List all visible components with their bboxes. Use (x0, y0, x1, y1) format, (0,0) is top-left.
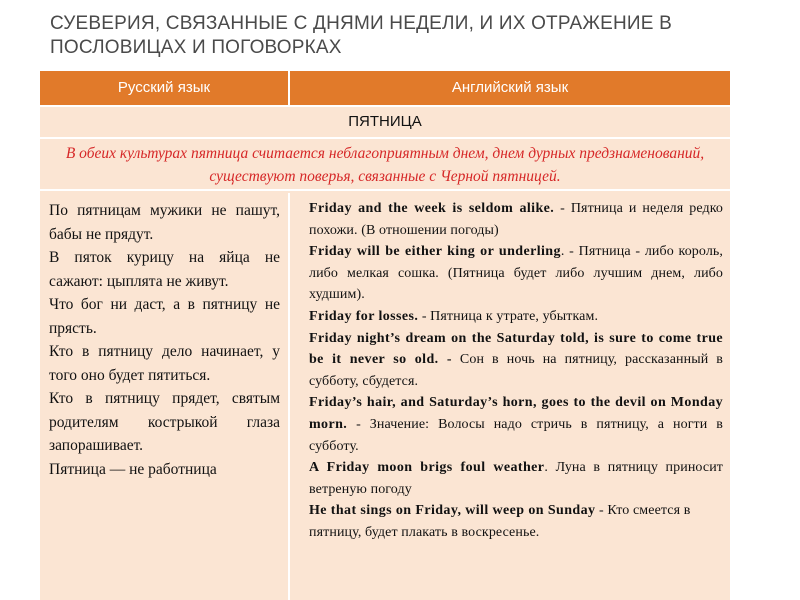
english-proverb-text: He that sings on Friday, will weep on Sunday (309, 503, 596, 519)
english-proverb (309, 306, 723, 328)
english-proverb-translation: - Кто смеется в пятницу, будет плакать в воскресенье. (309, 503, 691, 540)
english-proverb-translation: - Пятница к утрате, убыткам. (418, 308, 599, 324)
english-proverb-translation: . Луна в пятницу приносит ветреную погоду (309, 460, 724, 497)
english-proverb-translation: - Значение: Волосы надо стричь в пятницу, а ногти в субботу. (309, 416, 723, 454)
english-proverb (309, 328, 723, 393)
english-proverb-text: Friday’s hair, and Saturday’s horn, goes to the devil on Monday morn. (309, 395, 723, 432)
english-proverb-translation: . - Пятница - либо король, либо мелкая сошка. (Пятница будет либо лучшим днем, либо худшим). (309, 244, 723, 303)
english-proverb-translation: Сон в ночь на пятницу, рассказанный в субботу, сбудется. (309, 352, 723, 389)
english-proverb (309, 500, 723, 543)
english-proverb-text: Friday for losses. (309, 308, 419, 324)
russian-proverb: По пятницам мужики не пашут, бабы не прядут. (49, 202, 280, 243)
header-russian: Русский язык (117, 79, 211, 96)
russian-proverb: Что бог ни даст, а в пятницу не прясть. (49, 296, 280, 337)
english-proverb (309, 241, 723, 306)
english-proverb (309, 198, 723, 241)
table-header-row (40, 71, 730, 107)
proverbs-table (40, 71, 730, 600)
english-proverb-text: Friday will be either king or underling (309, 244, 561, 260)
header-english: Английский язык (451, 79, 569, 96)
english-proverb-text: Friday night’s dream on the Saturday told, is sure to come true be it never so old. - (309, 330, 723, 368)
english-proverb (309, 457, 723, 500)
section-note: В обеих культурах пятница считается неблагоприятным днем, днем дурных предзнаменований, существуют поверья, связанные с Черной пятницей. (40, 139, 730, 191)
english-proverb-translation: - Пятница и неделя редко похожи. (В отношении погоды) (309, 201, 723, 238)
russian-proverbs-cell (40, 193, 288, 600)
section-title: ПЯТНИЦА (40, 107, 730, 139)
russian-proverb: В пяток курицу на яйца не сажают: цыплята не живут. (49, 249, 280, 290)
russian-proverb: Пятница — не работница (49, 460, 217, 478)
russian-proverb: Кто в пятницу дело начинает, у того оно будет пятиться. (49, 343, 280, 384)
russian-proverb: Кто в пятницу прядет, святым родителям кострыкой глаза запорашивает. (49, 390, 280, 454)
slide-title: СУЕВЕРИЯ, СВЯЗАННЫЕ С ДНЯМИ НЕДЕЛИ, И ИХ ОТРАЖЕНИЕ В ПОСЛОВИЦАХ И ПОГОВОРКАХ (50, 13, 672, 58)
english-proverbs-cell (290, 193, 730, 600)
english-proverb-text: Friday and the week is seldom alike. (309, 201, 555, 216)
english-proverb (309, 392, 723, 457)
english-proverb-text: A Friday moon brigs foul weather (309, 460, 545, 476)
